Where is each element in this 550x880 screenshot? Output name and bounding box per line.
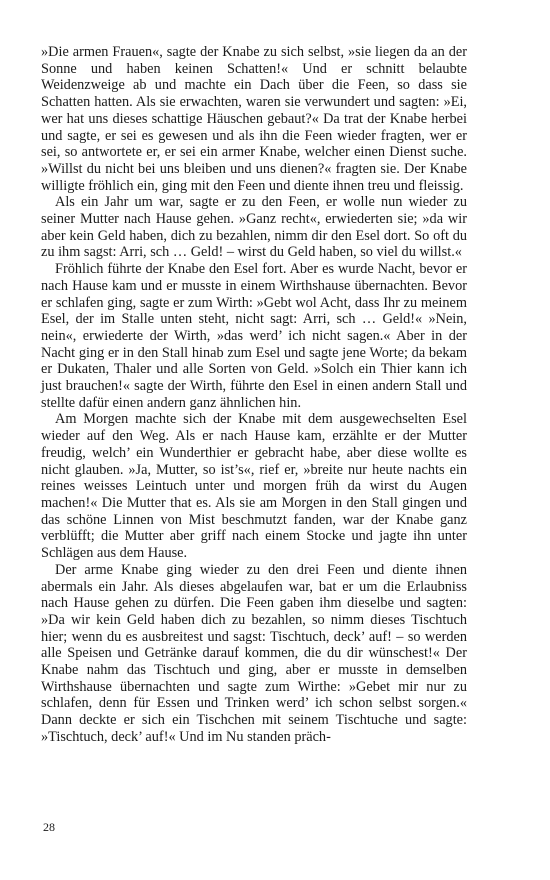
paragraph-3: Fröhlich führte der Knabe den Esel fort. Aber es wurde Nacht, bevor er nach Hause kam und er musste in einem Wirthshause übernachten. Bevor er schlafen ging, sagte er zum Wirth: »Gebt wol Acht, dass Ihr zu meinem Esel, der im Stalle unten steht, nicht sagt: Arri, sch … Geld!« »Nein, nein«, erwiederte der Wirth, »das werd’ ich nicht sagen.« Aber in der Nacht ging er in den Stall hinab zum Esel und sagte jene Worte; da bekam er Dukaten, Thaler und alle Sorten von Geld. »Solch ein Thier kann ich just brauchen!« sagte der Wirth, führte den Esel in einen andern Stall und stellte dafür einen andern ganz ähnlichen hin.	[41, 261, 467, 411]
paragraph-1: »Die armen Frauen«, sagte der Knabe zu sich selbst, »sie liegen da an der Sonne und haben keinen Schatten!« Und er schnitt belaubte Weidenzweige ab und machte ein Dach über die Feen, so dass sie Schatten hatten. Als sie erwachten, waren sie verwundert und sagten: »Ei, wer hat uns dieses schattige Häuschen gebaut?« Da trat der Knabe herbei und sagte, er sei es gewesen und als ihn die Feen wieder fragten, wer er sei, so antwortete er, er sei ein armer Knabe, welcher einen Dienst suche. »Willst du nicht bei uns bleiben und uns dienen?« fragten sie. Der Knabe willigte fröhlich ein, ging mit den Feen und diente ihnen treu und fleissig.	[41, 44, 467, 194]
paragraph-5: Der arme Knabe ging wieder zu den drei Feen und diente ihnen abermals ein Jahr. Als dieses abgelaufen war, bat er um die Erlaubniss nach Hause gehen zu dürfen. Die Feen gaben ihm dieselbe und sagten: »Da wir kein Geld haben dich zu bezahlen, so nimm dieses Tischtuch hier; wenn du es ausbreitest und sagst: Tischtuch, deck’ auf! – so werden alle Speisen und Getränke darauf kommen, die du dir wünschest!« Der Knabe nahm das Tischtuch und ging, aber er musste in demselben Wirthshause übernachten und sagte zum Wirthe: »Gebet mir nur zu schlafen, denn für Essen und Trinken werd’ ich schon selbst sorgen.« Dann deckte er sich ein Tischchen mit seinem Tischtuche und sagte: »Tischtuch, deck’ auf!« Und im Nu standen präch-	[41, 561, 467, 745]
book-page-text	[41, 44, 467, 746]
paragraph-2: Als ein Jahr um war, sagte er zu den Feen, er wolle nun wieder zu seiner Mutter nach Hause gehen. »Ganz recht«, erwiederten sie; »da wir aber kein Geld haben, dich zu bezahlen, nimm dir den Esel dort. So oft du zu ihm sagst: Arri, sch … Geld! – wirst du Geld haben, so viel du willst.«	[41, 194, 467, 261]
paragraph-4: Am Morgen machte sich der Knabe mit dem ausgewechselten Esel wieder auf den Weg. Als er nach Hause kam, erzählte er der Mutter freudig, welch’ ein Wunderthier er gebracht habe, aber diese wollte es nicht glauben. »Ja, Mutter, so ist’s«, rief er, »breite nur heute nachts ein reines weisses Leintuch unter und morgen früh da wirst du Augen machen!« Die Mutter that es. Als sie am Morgen in den Stall gingen und das schöne Linnen von Mist beschmutzt fanden, war der Knabe ganz verblüfft; die Mutter aber griff nach einem Stocke und jagte ihn unter Schlägen aus dem Hause.	[41, 411, 467, 562]
page-number: 28	[43, 820, 55, 834]
